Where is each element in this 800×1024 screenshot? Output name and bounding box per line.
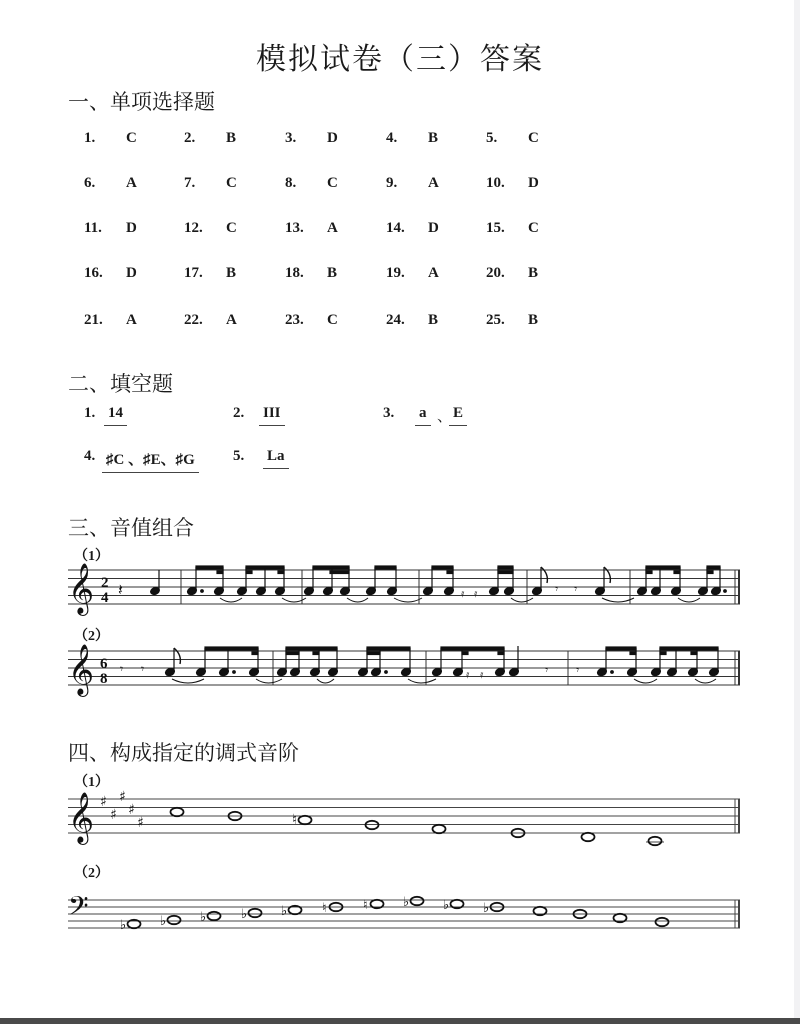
item-answer: D: [126, 265, 137, 281]
time-sig-top: 2: [101, 575, 109, 591]
svg-text:♯: ♯: [100, 794, 107, 810]
item-answer: A: [428, 265, 439, 281]
svg-text:𝄾: 𝄾: [574, 582, 578, 596]
svg-text:𝄿: 𝄿: [466, 668, 470, 681]
section-heading-fill-blank: 二、填空题: [68, 372, 173, 396]
svg-text:𝄿: 𝄿: [461, 587, 465, 600]
fill-answer: 14: [104, 405, 127, 426]
item-answer: D: [327, 130, 338, 146]
item-number: 6.: [84, 175, 96, 191]
item-number: 18.: [285, 265, 304, 281]
item-answer: A: [126, 312, 137, 328]
svg-text:♯: ♯: [110, 807, 117, 823]
svg-text:♭: ♭: [443, 898, 450, 913]
item-answer: A: [327, 220, 338, 236]
svg-text:♮: ♮: [363, 898, 368, 913]
item-answer: D: [428, 220, 439, 236]
time-sig-bottom: 8: [100, 671, 108, 687]
svg-text:♯: ♯: [128, 802, 135, 818]
item-number: 10.: [486, 175, 505, 191]
item-answer: B: [428, 312, 439, 328]
svg-text:𝄾: 𝄾: [545, 663, 549, 677]
item-number: 25.: [486, 312, 505, 328]
svg-text:♮: ♮: [322, 901, 327, 916]
fill-answer: E: [449, 405, 467, 426]
item-number: 8.: [285, 175, 297, 191]
item-number: 20.: [486, 265, 505, 281]
treble-clef-icon: 𝄞: [68, 792, 95, 843]
item-answer: C: [327, 175, 338, 191]
page-title: 模拟试卷（三）答案: [256, 42, 544, 77]
item-answer: B: [226, 265, 237, 281]
item-number: 2.: [233, 405, 245, 421]
part-label: （2）: [74, 629, 109, 644]
item-answer: C: [528, 220, 539, 236]
part-label: （1）: [74, 549, 109, 564]
item-number: 1.: [84, 130, 96, 146]
staff-rhythm-1: [68, 570, 740, 604]
svg-text:♭: ♭: [403, 895, 410, 910]
item-number: 14.: [386, 220, 405, 236]
item-answer: C: [327, 312, 338, 328]
item-answer: A: [226, 312, 237, 328]
item-number: 11.: [84, 220, 102, 236]
part-label: （1）: [74, 775, 109, 790]
item-number: 17.: [184, 265, 203, 281]
item-number: 5.: [233, 448, 245, 464]
item-number: 12.: [184, 220, 203, 236]
item-number: 9.: [386, 175, 398, 191]
item-number: 4.: [386, 130, 398, 146]
fill-answer: III: [259, 405, 285, 426]
item-number: 4.: [84, 448, 96, 464]
item-answer: C: [126, 130, 137, 146]
beamed-notes: [186, 566, 726, 602]
item-number: 21.: [84, 312, 103, 328]
item-number: 16.: [84, 265, 103, 281]
item-answer: D: [126, 220, 137, 236]
item-answer: C: [226, 175, 237, 191]
item-answer: C: [528, 130, 539, 146]
staff-rhythm-2: [68, 651, 740, 685]
item-number: 22.: [184, 312, 203, 328]
svg-text:♮: ♮: [292, 812, 298, 828]
time-sig-top: 6: [100, 656, 108, 672]
item-number: 15.: [486, 220, 505, 236]
svg-text:𝄿: 𝄿: [480, 668, 484, 681]
svg-text:♭: ♭: [120, 918, 127, 933]
svg-text:♭: ♭: [281, 904, 288, 919]
item-answer: B: [226, 130, 237, 146]
treble-clef-icon: 𝄞: [68, 644, 95, 695]
item-number: 2.: [184, 130, 196, 146]
svg-text:♭: ♭: [483, 901, 490, 916]
item-answer: B: [528, 265, 539, 281]
svg-text:𝄾: 𝄾: [120, 662, 124, 676]
item-number: 13.: [285, 220, 304, 236]
svg-text:𝄾: 𝄾: [576, 663, 580, 677]
section-heading-scales: 四、构成指定的调式音阶: [68, 741, 299, 765]
item-answer: D: [528, 175, 539, 191]
svg-text:𝄾: 𝄾: [555, 582, 559, 596]
quarter-rest-icon: 𝄽: [118, 580, 123, 599]
item-number: 23.: [285, 312, 304, 328]
item-answer: A: [126, 175, 137, 191]
item-answer: B: [528, 312, 539, 328]
item-answer: B: [428, 130, 439, 146]
staff-scale-1: [68, 799, 740, 833]
item-number: 24.: [386, 312, 405, 328]
item-number: 5.: [486, 130, 498, 146]
svg-text:♯: ♯: [119, 789, 126, 805]
item-answer: B: [327, 265, 338, 281]
svg-text:♭: ♭: [160, 914, 167, 929]
svg-text:♭: ♭: [241, 907, 248, 922]
beamed-notes: [120, 646, 720, 683]
svg-text:♭: ♭: [200, 910, 207, 925]
svg-text:𝄾: 𝄾: [141, 662, 145, 676]
item-number: 3.: [383, 405, 395, 421]
fill-answer: La: [263, 448, 289, 469]
svg-text:𝄿: 𝄿: [474, 587, 478, 600]
item-number: 19.: [386, 265, 405, 281]
section-heading-multiple-choice: 一、单项选择题: [68, 90, 215, 114]
item-number: 7.: [184, 175, 196, 191]
item-answer: A: [428, 175, 439, 191]
item-number: 3.: [285, 130, 297, 146]
item-answer: C: [226, 220, 237, 236]
section-heading-note-grouping: 三、音值组合: [68, 516, 194, 540]
item-number: 1.: [84, 405, 96, 421]
bass-clef-icon: 𝄢: [68, 890, 89, 928]
scale-notes-1: [171, 808, 665, 845]
fill-answer: a: [415, 405, 431, 426]
time-sig-bottom: 4: [101, 590, 109, 606]
separator: 、: [437, 409, 453, 425]
treble-clef-icon: 𝄞: [68, 563, 95, 614]
fill-answer: ♯C 、♯E、♯G: [102, 448, 199, 473]
part-label: （2）: [74, 866, 109, 881]
svg-text:♯: ♯: [137, 815, 144, 831]
